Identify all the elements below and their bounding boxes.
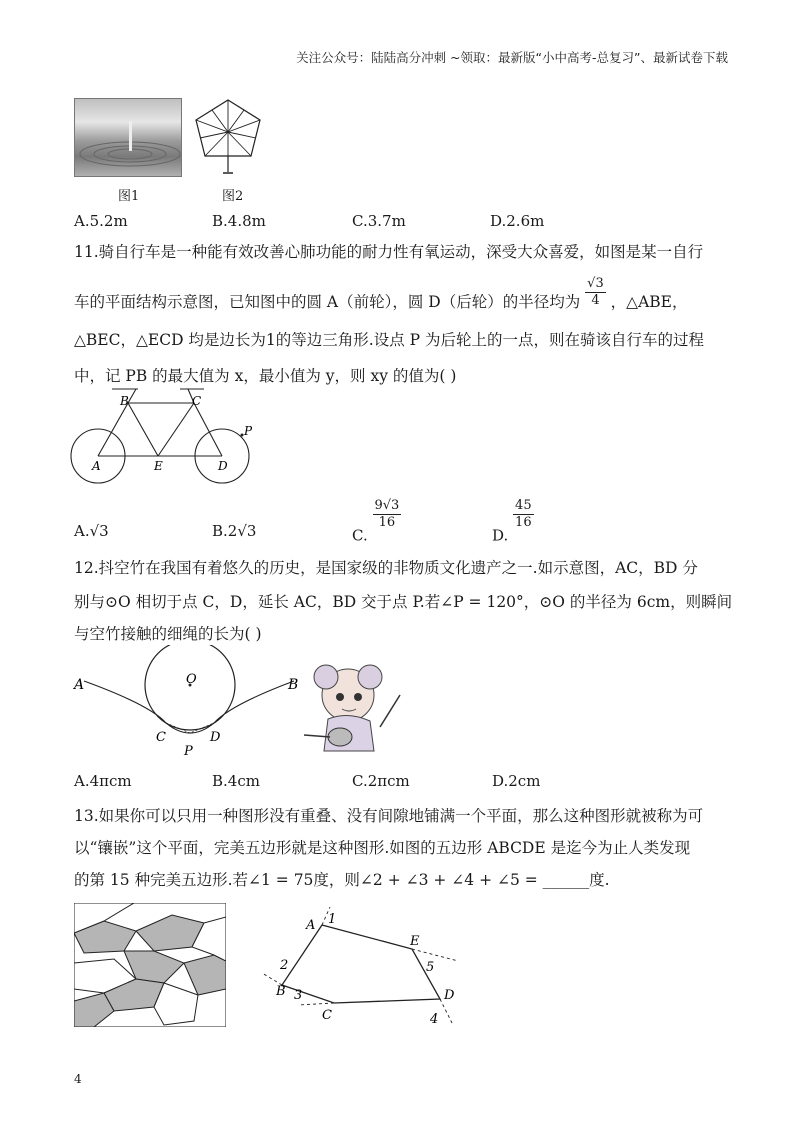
diabolo-label-a: A (74, 677, 85, 693)
bike-label-c: C (192, 394, 202, 408)
bike-label-d: D (218, 459, 228, 473)
pentagon-label-c: C (322, 1008, 332, 1023)
q12-line-1: 12.抖空竹在我国有着悠久的历史，是国家级的非物质文化遗产之一.如示意图，AC，BD 分 (74, 559, 698, 577)
cartoon-girl-with-diabolo (300, 655, 410, 765)
pentagon-abcde-figure (262, 903, 472, 1033)
diabolo-label-o: O (186, 672, 197, 687)
heliostat-pentagon-figure (193, 96, 263, 178)
q10-option-d: D.2.6m (490, 212, 545, 230)
q11-line-3: △BEC，△ECD 均是边长为1的等边三角形.设点 P 为后轮上的一点，则在骑该自行车的过程 (74, 331, 705, 349)
q13-line-3: 的第 15 种完美五边形.若∠1 = 75度，则∠2 + ∠3 + ∠4 + ∠5 = ______度. (74, 871, 610, 889)
q11-option-d: D. $\frac{45}{16}$ (492, 498, 532, 545)
bike-label-p: P (244, 424, 253, 438)
q11-line-1: 11.骑自行车是一种能有效改善心肺功能的耐力性有氧运动，深受大众喜爱，如图是某一自行 (74, 243, 704, 261)
q12-line-2: 别与⊙O 相切于点 C，D，延长 AC，BD 交于点 P.若∠P = 120°，⊙O 的半径为 6cm，则瞬间 (74, 593, 733, 611)
angle-5-label: 5 (426, 960, 435, 975)
pentagon-label-e: E (410, 934, 420, 949)
diabolo-label-p: P (184, 744, 193, 759)
bike-label-e: E (154, 459, 163, 473)
q11-option-d-fraction: $\frac{45}{16}$ (515, 498, 532, 530)
q11-option-c-fraction: $\frac{9√3}{16}$ (374, 498, 400, 530)
diabolo-label-b: B (288, 677, 299, 693)
angle-4-label: 4 (430, 1012, 439, 1027)
diabolo-label-d: D (210, 730, 221, 745)
q11-line-2 (74, 275, 688, 312)
q10-option-c: C.3.7m (352, 212, 406, 230)
angle-1-label: 1 (328, 912, 337, 927)
q10-option-a: A.5.2m (74, 212, 128, 230)
solar-field-photo (74, 98, 182, 177)
q11-line-2-tail: ，△ABE， (610, 293, 688, 311)
radius-fraction: $\frac{√3}{4}$ (587, 275, 604, 308)
q12-line-3: 与空竹接触的细绳的长为( ) (74, 625, 262, 643)
q12-option-a: A.4πcm (74, 772, 132, 790)
q13-line-2: 以“镶嵌”这个平面，完美五边形就是这种图形.如图的五边形 ABCDE 是迄今为止人类发现 (74, 839, 691, 857)
bike-label-a: A (92, 459, 101, 473)
q10-option-b: B.4.8m (212, 212, 266, 230)
q12-option-b: B.4cm (212, 772, 260, 790)
angle-3-label: 3 (294, 988, 303, 1003)
pentagon-label-d: D (444, 988, 455, 1003)
q11-line-2-text: 车的平面结构示意图，已知图中的圆 A（前轮），圆 D（后轮）的半径均为 (74, 293, 581, 311)
pentagon-label-b: B (276, 984, 286, 999)
q11-option-a: A.√3 (74, 522, 109, 540)
q11-option-c: C. $\frac{9√3}{16}$ (352, 498, 400, 545)
q11-line-4: 中，记 PB 的最大值为 x，最小值为 y，则 xy 的值为( ) (74, 367, 457, 385)
q12-option-d: D.2cm (492, 772, 541, 790)
q12-option-c: C.2πcm (352, 772, 410, 790)
page-number: 4 (74, 1072, 82, 1086)
pentagon-tiling-figure (74, 903, 226, 1027)
diabolo-diagram (70, 645, 310, 760)
q13-line-1: 13.如果你可以只用一种图形没有重叠、没有间隙地铺满一个平面，那么这种图形就被称为可 (74, 807, 704, 825)
bicycle-diagram (70, 385, 270, 485)
diabolo-label-c: C (156, 730, 166, 745)
angle-2-label: 2 (280, 958, 289, 973)
figure-2-caption: 图2 (222, 189, 244, 204)
q11-option-b: B.2√3 (212, 522, 257, 540)
figure-1-caption: 图1 (118, 189, 140, 204)
solar-field-sketch (75, 99, 181, 176)
page-header: 关注公众号：陆陆高分冲刺 ~领取：最新版“小中高考-总复习”、最新试卷下载 (296, 50, 728, 65)
pentagon-label-a: A (306, 918, 316, 933)
bike-label-b: B (120, 394, 129, 408)
